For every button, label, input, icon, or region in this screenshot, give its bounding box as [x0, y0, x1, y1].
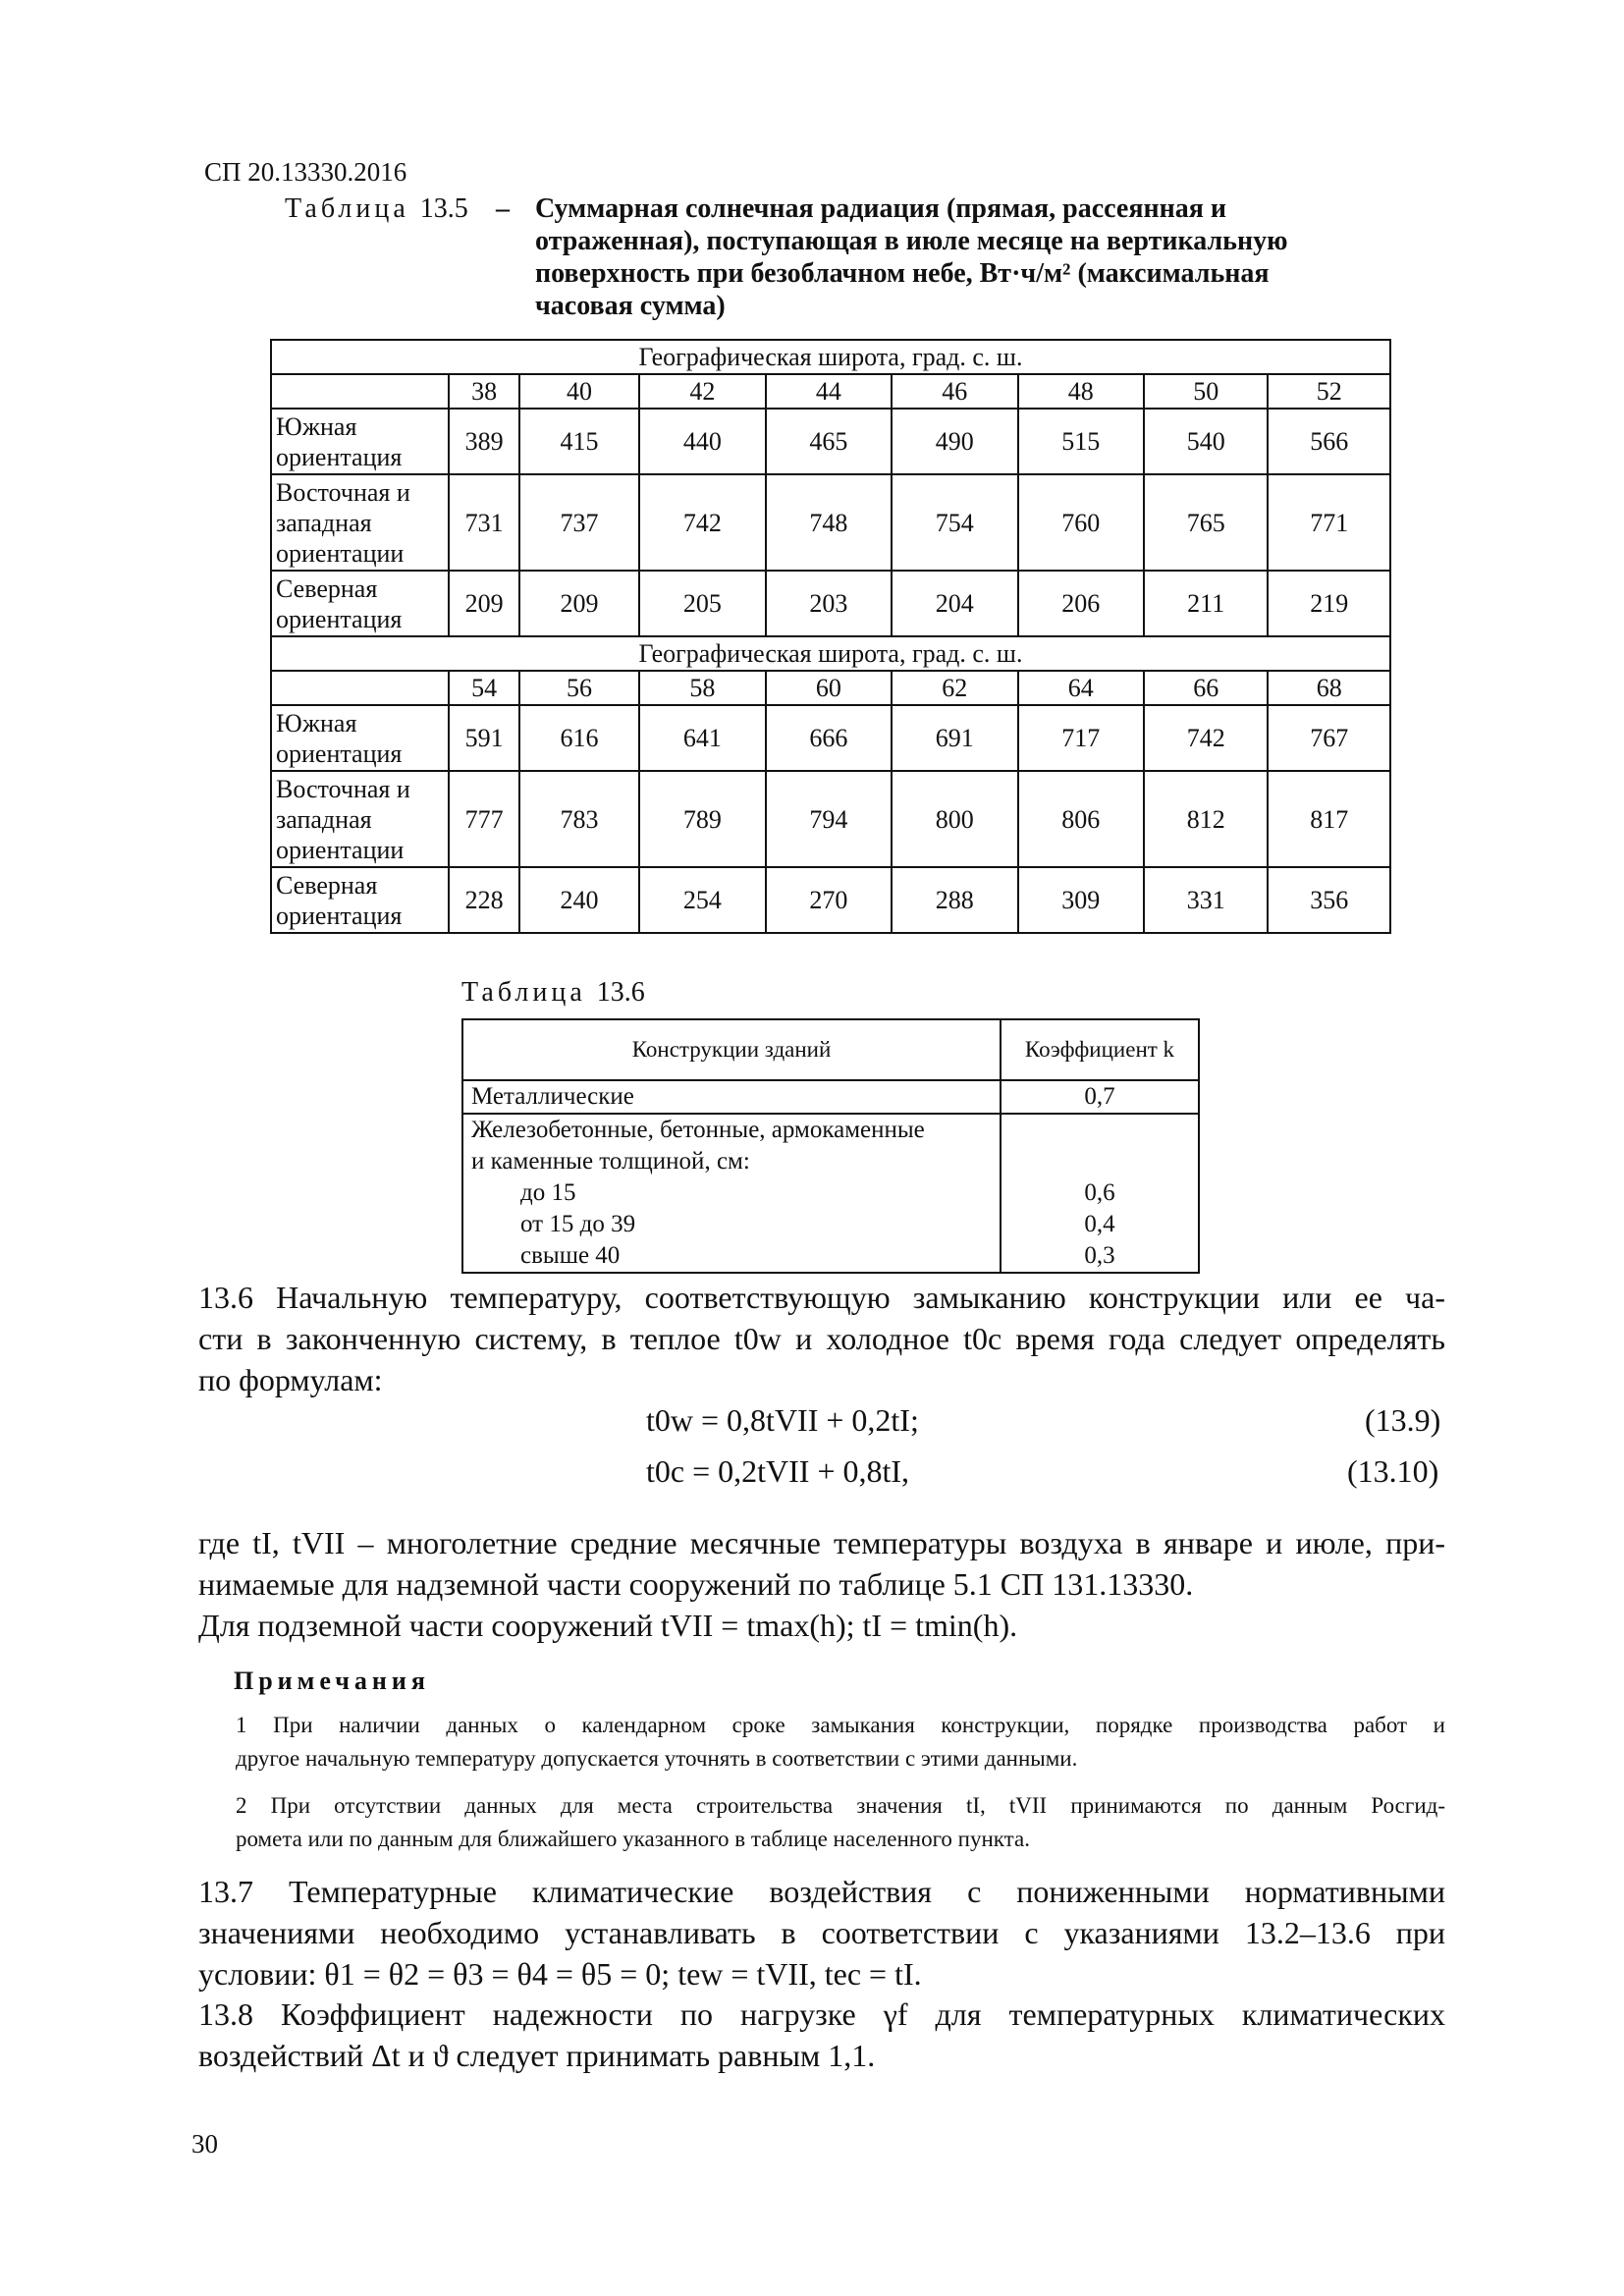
value-cell: 641 [639, 705, 765, 771]
latitude-cell: 38 [449, 374, 518, 409]
value-cell: 356 [1268, 867, 1390, 933]
value-cell: 203 [766, 571, 892, 636]
value-cell: 717 [1018, 705, 1144, 771]
value-cell: 783 [519, 771, 639, 867]
value-cell: 812 [1144, 771, 1268, 867]
value-cell: 817 [1268, 771, 1390, 867]
paragraph-line: сти в законченную систему, в теплое t0w и холодное t0c время года следует определять [198, 1321, 1445, 1356]
table-row [271, 474, 1390, 571]
column-header: Конструкции зданий [462, 1019, 1001, 1080]
value-cell: 204 [892, 571, 1017, 636]
latitude-cell: 46 [892, 374, 1017, 409]
table-title-line: Суммарная солнечная радиация (прямая, рассеянная и [535, 193, 1227, 224]
value-cell: 0,6 0,4 0,3 [1001, 1114, 1199, 1273]
row-label: Северная ориентация [271, 571, 449, 636]
column-header: Коэффициент k [1001, 1019, 1199, 1080]
latitude-cell: 62 [892, 671, 1017, 705]
paragraph-line: где tI, tVII – многолетние средние месячные температуры воздуха в январе и июле, при- [198, 1525, 1445, 1560]
value-cell: 465 [766, 409, 892, 474]
value-cell: 789 [639, 771, 765, 867]
coefficient-table [461, 1018, 1200, 1274]
paragraph-line: нимаемые для надземной части сооружений по таблице 5.1 СП 131.13330. [198, 1566, 1194, 1602]
value-cell: 209 [449, 571, 518, 636]
note-line: ромета или по данным для ближайшего указанного в таблице населенного пункта. [236, 1827, 1030, 1851]
value-cell: 211 [1144, 571, 1268, 636]
note-line: 2 При отсутствии данных для места строительства значения tI, tVII принимаются по данным Росгид- [236, 1793, 1445, 1818]
table-number: 13.5 [419, 193, 468, 224]
value-cell: 331 [1144, 867, 1268, 933]
value-cell: 0,7 [1001, 1080, 1199, 1114]
value-cell: 219 [1268, 571, 1390, 636]
document-code: СП 20.13330.2016 [204, 157, 407, 187]
value-cell: 515 [1018, 409, 1144, 474]
formula-explanation [198, 1522, 1445, 1646]
value-cell: 748 [766, 474, 892, 571]
formula-13-9: t0w = 0,8tVII + 0,2tI; [646, 1402, 919, 1438]
paragraph-line: значениями необходимо устанавливать в соответствии с указаниями 13.2–13.6 при [198, 1915, 1445, 1950]
empty-cell [271, 671, 449, 705]
paragraph-line: 13.8 Коэффициент надежности по нагрузке γf для температурных климатических [198, 1996, 1445, 2032]
table-row [462, 1114, 1199, 1273]
row-label: Южная ориентация [271, 705, 449, 771]
latitude-header: Географическая широта, град. с. ш. [271, 636, 1390, 671]
latitude-cell: 56 [519, 671, 639, 705]
value-cell: 691 [892, 705, 1017, 771]
value-cell: 254 [639, 867, 765, 933]
value-cell: 490 [892, 409, 1017, 474]
latitude-cell: 58 [639, 671, 765, 705]
latitude-cell: 52 [1268, 374, 1390, 409]
table-label: Таблица [285, 193, 409, 224]
row-label: Восточная и западная ориентации [271, 771, 449, 867]
value-cell: 440 [639, 409, 765, 474]
table-row [271, 409, 1390, 474]
latitude-cell: 66 [1144, 671, 1268, 705]
paragraph-line: Для подземной части сооружений tVII = tmax(h); tI = tmin(h). [198, 1608, 1018, 1643]
paragraph-13-6 [198, 1277, 1445, 1400]
value-cell: 309 [1018, 867, 1144, 933]
table-13-6-caption: Таблица 13.6 [461, 977, 645, 1008]
table-row [271, 571, 1390, 636]
value-cell: 731 [449, 474, 518, 571]
table-title-line: отраженная), поступающая в июле месяце на вертикальную [535, 226, 1288, 256]
value-cell: 566 [1268, 409, 1390, 474]
value-cell: 794 [766, 771, 892, 867]
paragraph-line: воздействий Δt и ϑ следует принимать равным 1,1. [198, 2038, 876, 2073]
paragraph-13-7 [198, 1871, 1445, 1995]
table-row [462, 1080, 1199, 1114]
value-cell: 737 [519, 474, 639, 571]
value-cell: 742 [1144, 705, 1268, 771]
table-row [271, 867, 1390, 933]
value-cell: 206 [1018, 571, 1144, 636]
page-number: 30 [191, 2129, 218, 2159]
paragraph-line: условии: θ1 = θ2 = θ3 = θ4 = θ5 = 0; tew = tVII, tec = tI. [198, 1956, 922, 1992]
value-cell: 800 [892, 771, 1017, 867]
note-2 [236, 1789, 1445, 1856]
value-cell: 415 [519, 409, 639, 474]
value-cell: 205 [639, 571, 765, 636]
row-label: Северная ориентация [271, 867, 449, 933]
latitude-cell: 42 [639, 374, 765, 409]
value-cell: 754 [892, 474, 1017, 571]
value-cell: 240 [519, 867, 639, 933]
table-title-line: часовая сумма) [535, 291, 726, 321]
value-cell: 616 [519, 705, 639, 771]
formula-13-10: t0c = 0,2tVII + 0,8tI, [646, 1453, 910, 1489]
value-cell: 666 [766, 705, 892, 771]
notes-heading: Примечания [234, 1667, 430, 1695]
value-cell: 760 [1018, 474, 1144, 571]
latitude-cell: 40 [519, 374, 639, 409]
note-1 [236, 1709, 1445, 1776]
latitude-cell: 54 [449, 671, 518, 705]
value-cell: 209 [519, 571, 639, 636]
value-cell: 777 [449, 771, 518, 867]
value-cell: 806 [1018, 771, 1144, 867]
value-cell: 270 [766, 867, 892, 933]
value-cell: 389 [449, 409, 518, 474]
row-label: Железобетонные, бетонные, армокаменные и каменные толщиной, см: до 15 от 15 до 39 свыше 40 [462, 1114, 1001, 1273]
value-cell: 288 [892, 867, 1017, 933]
row-label: Южная ориентация [271, 409, 449, 474]
latitude-cell: 60 [766, 671, 892, 705]
latitude-cell: 68 [1268, 671, 1390, 705]
row-label: Восточная и западная ориентации [271, 474, 449, 571]
paragraph-line: 13.6 Начальную температуру, соответствующую замыканию конструкции или ее ча- [198, 1280, 1445, 1315]
caption-dash: – [496, 193, 510, 224]
row-label: Металлические [462, 1080, 1001, 1114]
value-cell: 540 [1144, 409, 1268, 474]
value-cell: 591 [449, 705, 518, 771]
empty-cell [271, 374, 449, 409]
table-row [271, 705, 1390, 771]
solar-radiation-table [270, 339, 1391, 934]
value-cell: 742 [639, 474, 765, 571]
value-cell: 765 [1144, 474, 1268, 571]
latitude-cell: 44 [766, 374, 892, 409]
paragraph-line: по формулам: [198, 1362, 383, 1397]
value-cell: 771 [1268, 474, 1390, 571]
equation-number: (13.10) [1347, 1453, 1439, 1489]
table-row [271, 771, 1390, 867]
latitude-cell: 48 [1018, 374, 1144, 409]
value-cell: 228 [449, 867, 518, 933]
paragraph-line: 13.7 Температурные климатические воздействия с пониженными нормативными [198, 1874, 1445, 1909]
note-line: 1 При наличии данных о календарном сроке замыкания конструкции, порядке производства работ и [236, 1713, 1445, 1737]
latitude-cell: 50 [1144, 374, 1268, 409]
latitude-header: Географическая широта, град. с. ш. [271, 340, 1390, 374]
equation-number: (13.9) [1365, 1402, 1441, 1438]
table-title-line: поверхность при безоблачном небе, Вт·ч/м² (максимальная [535, 258, 1270, 289]
latitude-cell: 64 [1018, 671, 1144, 705]
note-line: другое начальную температуру допускается уточнять в соответствии с этими данными. [236, 1746, 1078, 1771]
value-cell: 767 [1268, 705, 1390, 771]
paragraph-13-8 [198, 1994, 1445, 2076]
